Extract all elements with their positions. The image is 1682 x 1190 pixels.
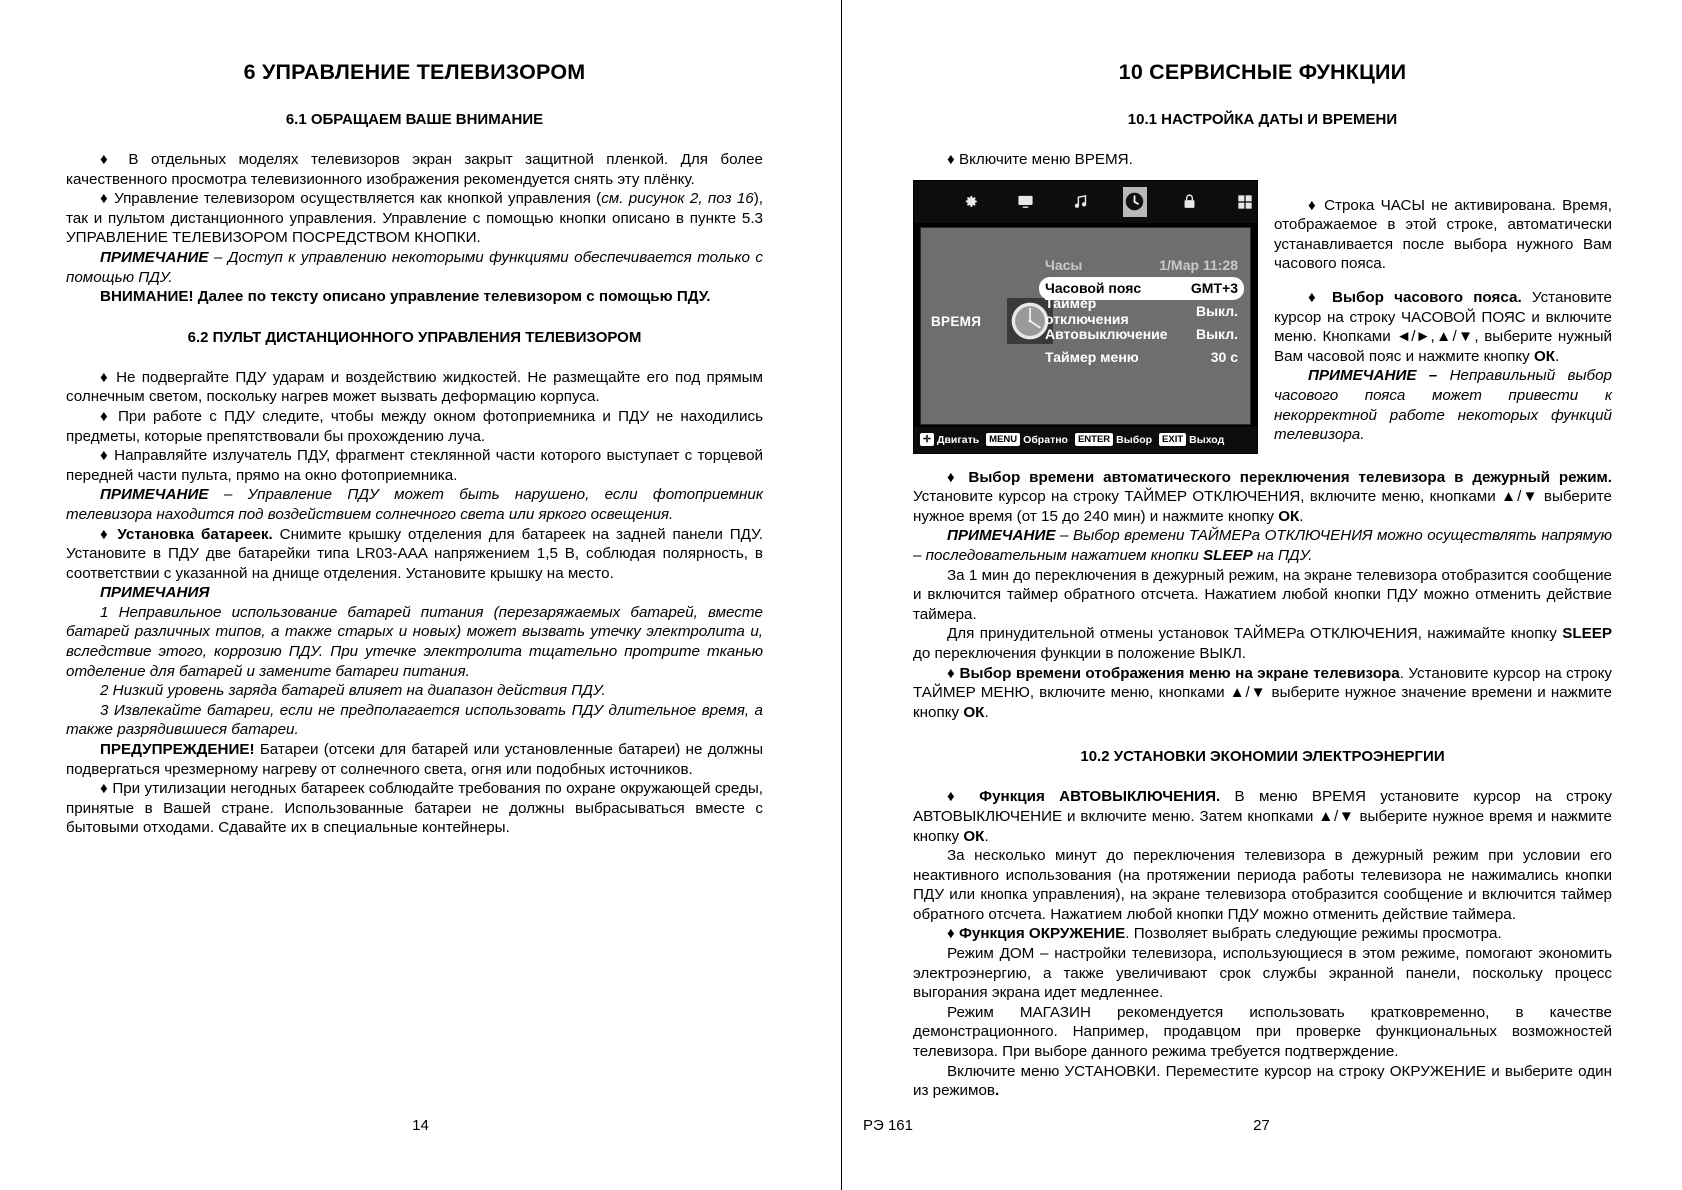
right-note-timezone-text: Неправильный выбор часового пояса может привести к некорректной работе некоторых функций телевизора. — [1274, 367, 1612, 444]
right-menu-timer-label: ♦ Выбор времени отображения меню на экране телевизора — [947, 664, 1400, 682]
left-note-2-label: ПРИМЕЧАНИЕ — [100, 486, 209, 504]
right-note-timezone-label: ПРИМЕЧАНИЕ – — [1308, 367, 1438, 385]
osd-tab-bar — [914, 181, 1257, 223]
osd-row-auto-off-label: Автовыключение — [1045, 326, 1168, 343]
left-para-control-a: ♦ Управление телевизором осуществляется как кнопкой управления ( — [100, 190, 602, 208]
right-menu-timer-ok: ОК — [963, 703, 985, 721]
left-notes-header: ПРИМЕЧАНИЯ — [100, 584, 210, 602]
enter-key-icon: ENTER — [1075, 433, 1113, 446]
left-para-emitter-aim: ♦ Направляйте излучатель ПДУ, фрагмент стеклянной части которого выступает с торцевой передней части пульта, прямо на окно фотоприемника. — [66, 447, 763, 484]
left-battery-install-label: ♦ Установка батареек. — [100, 525, 273, 543]
left-para-battery-install — [66, 525, 763, 584]
settings-gear-icon[interactable] — [958, 187, 983, 217]
tv-osd-screenshot — [913, 180, 1258, 454]
osd-and-side-text — [913, 180, 1612, 454]
left-para-line-of-sight: ♦ При работе с ПДУ следите, чтобы между окном фотоприемника и ПДУ не находились предметы, которые препятствовали бы прохождению луча. — [66, 407, 763, 445]
dpad-icon: ✛ — [920, 433, 934, 446]
right-para-auto-off — [913, 787, 1612, 846]
right-para-home-mode: Режим ДОМ – настройки телевизора, использующиеся в этом режиме, помогают экономить электроэнергию, а также увеличивают срок службы экранной панели, поскольку процесс выгорания экрана идет медленнее. — [913, 945, 1612, 1002]
right-para-shop-mode: Режим МАГАЗИН рекомендуется использовать кратковременно, в качестве демонстрационного. Например, продавцом при проверке функциональных возможностей телевизора. При выборе данного режима требуется подтверждение. — [913, 1003, 1612, 1061]
left-warning-label: ПРЕДУПРЕЖДЕНИЕ! — [100, 741, 255, 759]
document-id: РЭ 161 — [863, 1117, 913, 1134]
osd-row-clock-label: Часы — [1045, 257, 1083, 274]
osd-row-menu-timer[interactable] — [1039, 346, 1244, 369]
right-chapter-title: 10 СЕРВИСНЫЕ ФУНКЦИИ — [1118, 60, 1407, 84]
left-note-item-1: 1 Неправильное использование батарей питания (перезаряжаемых батарей, вместе батарей различных типов, а также старых и новых) может вызвать утечку электролита и, вследствие этого, коррозию ПДУ. При утечке электролита тщательно протрите тканью отделение для батарей и замените батареи питания. — [66, 603, 763, 680]
left-para-control-methods — [66, 189, 763, 248]
osd-hint-back-label: Обратно — [1023, 433, 1068, 446]
right-page — [841, 0, 1682, 1190]
left-section-6-1-title: 6.1 ОБРАЩАЕМ ВАШЕ ВНИМАНИЕ — [285, 111, 544, 128]
left-para-control-b: ), так и пультом дистанционного управления. Управление с помощью кнопки описано в пункте 5.3 УПРАВЛЕНИЕ ТЕЛЕВИЗОРОМ ПОСРЕДСТВОМ КНОПКИ. — [66, 190, 764, 247]
left-note-item-2: 2 Низкий уровень заряда батарей влияет на диапазон действия ПДУ. — [100, 682, 606, 700]
right-install-menu-a: Включите меню УСТАНОВКИ. Переместите курсор на строку ОКРУЖЕНИЕ и выберите один из режимов — [913, 1062, 1612, 1100]
right-auto-off-ok: ОК — [963, 827, 985, 845]
right-note-timezone — [1274, 366, 1612, 444]
left-warning — [66, 740, 763, 779]
menu-key-icon: MENU — [986, 433, 1020, 446]
left-section-6-2-title: 6.2 ПУЛЬТ ДИСТАНЦИОННОГО УПРАВЛЕНИЯ ТЕЛЕВИЗОРОМ — [187, 328, 642, 346]
osd-panel-label: ВРЕМЯ — [931, 313, 982, 329]
osd-footer-hints — [914, 427, 1257, 453]
right-timezone-text: Установите курсор на строку ЧАСОВОЙ ПОЯС и включите меню. Кнопками ◄/►,▲/▼, выберите нужный Вам часовой пояс и нажмите кнопку — [1274, 288, 1613, 365]
left-attention: ВНИМАНИЕ! Далее по тексту описано управление телевизором с помощью ПДУ. — [100, 288, 711, 306]
right-para-auto-off-desc: За несколько минут до переключения телевизора в дежурный режим при условии его неактивного использования (на протяжении периода работы телевизора не нажимались кнопки ПДУ или кнопка управления), на экране телевизора отобразится сообщение и включится таймер обратного отсчета. Нажатием любой кнопки ПДУ можно отменить действие таймера. — [913, 847, 1612, 923]
right-environment-text: . Позволяет выбрать следующие режимы просмотра. — [1125, 925, 1502, 943]
right-install-menu-b: . — [995, 1082, 1000, 1100]
osd-row-auto-off[interactable] — [1039, 323, 1244, 346]
right-standby-timer-ok: ОК — [1278, 507, 1300, 525]
right-force-cancel-b: до переключения функции в положение ВЫКЛ. — [913, 644, 1247, 662]
osd-hint-move-label: Двигать — [936, 433, 980, 446]
osd-row-sleep-timer-value: Выкл. — [1195, 303, 1238, 320]
osd-row-timezone-value: GMT+3 — [1190, 280, 1238, 297]
right-timezone-label: ♦ Выбор часового пояса. — [1308, 288, 1522, 306]
left-note-2 — [66, 485, 763, 524]
right-timezone-end: . — [1555, 347, 1560, 365]
sound-note-icon[interactable] — [1068, 187, 1093, 217]
left-chapter-title: 6 УПРАВЛЕНИЕ ТЕЛЕВИЗОРОМ — [243, 60, 586, 84]
left-note-2-text: – Управление ПДУ может быть нарушено, если фотоприемник телевизора находится под воздействием солнечного света или яркого освещения. — [66, 486, 763, 523]
left-para-disposal: ♦ При утилизации негодных батареек соблюдайте требования по охране окружающей среды, принятые в Вашей стране. Использованные батареи не должны выбрасываться вместе с бытовыми отходами. Сдавайте их в специальные контейнеры. — [66, 780, 763, 837]
osd-side-text — [1274, 180, 1612, 445]
osd-hint-select — [1075, 433, 1152, 446]
right-section-10-2-title: 10.2 УСТАНОВКИ ЭКОНОМИИ ЭЛЕКТРОЭНЕРГИИ — [1080, 748, 1445, 766]
osd-row-clock[interactable] — [1039, 254, 1244, 277]
right-auto-off-text: В меню ВРЕМЯ установите курсор на строку АВТОВЫКЛЮЧЕНИЕ и включите меню. Затем кнопками ▲/▼ выберите нужное время и нажмите кнопку — [913, 788, 1612, 845]
osd-hint-select-label: Выбор — [1116, 433, 1153, 446]
left-page-number: 14 — [412, 1117, 429, 1134]
right-environment-label: ♦ Функция ОКРУЖЕНИЕ — [947, 925, 1126, 943]
left-battery-install-text: Снимите крышку отделения для батареек на задней панели ПДУ. Установите в ПДУ две батарейки типа LR03-AAA напряжением 1,5 В, соблюдая полярность, в соответствии с указанной на днище отделения. Установите крышку на место. — [66, 525, 763, 582]
time-clock-icon[interactable] — [1123, 187, 1148, 217]
left-note-1-label: ПРИМЕЧАНИЕ — [100, 248, 209, 266]
right-note-sleep-text-b: на ПДУ. — [1252, 546, 1313, 564]
osd-row-timezone-label: Часовой пояс — [1045, 280, 1142, 297]
osd-row-sleep-timer[interactable] — [1039, 295, 1244, 328]
right-para-enable-time-menu: ♦ Включите меню ВРЕМЯ. — [947, 151, 1133, 168]
right-note-sleep-text-a: – Выбор времени ТАЙМЕРа ОТКЛЮЧЕНИЯ можно осуществлять напрямую – последовательным нажатием кнопки — [913, 527, 1612, 564]
exit-key-icon: EXIT — [1159, 433, 1186, 446]
left-para-no-impact: ♦ Не подвергайте ПДУ ударам и воздействию жидкостей. Не размещайте его под прямым солнечным светом, поскольку нагрев может вызвать деформацию корпуса. — [66, 368, 763, 406]
right-para-timezone-select — [1274, 288, 1612, 366]
osd-hint-exit-label: Выход — [1189, 433, 1225, 446]
osd-row-menu-timer-value: 30 с — [1210, 349, 1238, 366]
lock-icon[interactable] — [1177, 187, 1202, 217]
right-standby-timer-text: Установите курсор на строку ТАЙМЕР ОТКЛЮЧЕНИЯ, включите меню, кнопками ▲/▼ выберите нужное время (от 15 до 240 мин) и нажмите кнопку — [913, 488, 1612, 525]
right-standby-timer-label: ♦ Выбор времени автоматического переключения телевизора в дежурный режим. — [947, 468, 1612, 486]
right-para-countdown: За 1 мин до переключения в дежурный режим, на экране телевизора отобразится сообщение и включится таймер обратного отсчета. Нажатием любой кнопки ПДУ можно отменить действие таймера. — [913, 566, 1612, 623]
right-timezone-ok: ОК — [1533, 347, 1556, 365]
right-menu-timer-text: . Установите курсор на строку ТАЙМЕР МЕНЮ, включите меню, кнопками ▲/▼ выберите нужное значение времени и нажмите кнопку — [913, 664, 1612, 721]
right-standby-timer-end: . — [1299, 507, 1304, 525]
left-warning-text: Батареи (отсеки для батарей или установленные батареи) не должны подвергаться чрезмерному нагреву от солнечного света, огня или подобных источников. — [66, 741, 763, 778]
right-note-sleep-key: SLEEP — [1202, 546, 1253, 564]
osd-panel — [920, 227, 1251, 425]
osd-hint-exit — [1159, 433, 1224, 446]
right-section-10-1-title: 10.1 НАСТРОЙКА ДАТЫ И ВРЕМЕНИ — [1127, 111, 1398, 128]
osd-row-menu-timer-label: Таймер меню — [1045, 349, 1139, 366]
grid-icon[interactable] — [1232, 187, 1257, 217]
right-note-sleep-label: ПРИМЕЧАНИЕ — [947, 527, 1056, 545]
left-para-protective-film: ♦ В отдельных моделях телевизоров экран закрыт защитной пленкой. Для более качественного просмотра телевизионного изображения рекомендуется снять эту плёнку. — [66, 151, 763, 188]
osd-menu-rows — [1039, 254, 1244, 369]
right-para-menu-timer — [913, 664, 1612, 723]
right-para-install-menu — [913, 1062, 1612, 1101]
right-menu-timer-end: . — [984, 703, 989, 721]
left-note-1-text: – Доступ к управлению некоторыми функциями обеспечивается только с помощью ПДУ. — [66, 248, 763, 286]
osd-row-auto-off-value: Выкл. — [1195, 326, 1238, 343]
left-note-item-3: 3 Извлекайте батареи, если не предполагается использовать ПДУ длительное время, а также разрядившиеся батареи. — [66, 701, 763, 739]
right-auto-off-label: ♦ Функция АВТОВЫКЛЮЧЕНИЯ. — [947, 788, 1221, 806]
osd-hint-back — [986, 433, 1068, 446]
left-note-1 — [66, 248, 763, 287]
right-para-standby-timer — [913, 468, 1612, 527]
osd-row-sleep-timer-label: Таймер отключения — [1045, 295, 1129, 328]
right-auto-off-end: . — [984, 827, 989, 845]
right-force-cancel-key: SLEEP — [1562, 625, 1612, 643]
picture-monitor-icon[interactable] — [1013, 187, 1038, 217]
right-para-environment — [913, 924, 1612, 944]
right-note-sleep — [913, 526, 1612, 565]
right-para-clock-row: ♦ Строка ЧАСЫ не активирована. Время, отображаемое в этой строке, автоматически устанавливается после выбора нужного Вам часового пояса. — [1274, 196, 1612, 273]
right-force-cancel-a: Для принудительной отмены установок ТАЙМЕРа ОТКЛЮЧЕНИЯ, нажимайте кнопку — [947, 625, 1563, 643]
right-page-number: 27 — [1253, 1117, 1270, 1134]
right-para-force-cancel — [913, 624, 1612, 663]
osd-hint-move — [920, 433, 979, 446]
osd-row-clock-value: 1/Мар 11:28 — [1159, 257, 1238, 274]
left-para-control-italic: см. рисунок 2, поз 16 — [601, 190, 754, 208]
